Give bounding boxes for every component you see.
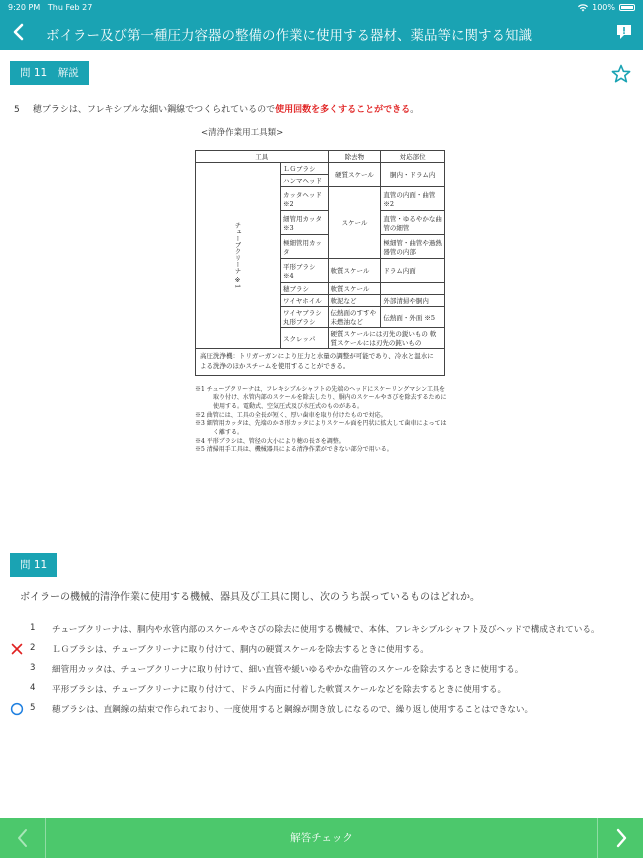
cell-straight-tube: 直管の内面・曲管 ※2: [381, 187, 445, 211]
choice-text: 平形ブラシは、チューブクリーナに取り付けて、ドラム内面に付着した軟質スケールなどを除去するときに使用する。: [52, 685, 507, 695]
cell-lg-brush: ＬＧブラシ: [281, 163, 329, 175]
choice-number: 2: [30, 643, 36, 653]
header-removal: 除去物: [328, 151, 381, 163]
footnote: ※2 曲管には、工具の全長が短く、厚い歯車を取り付けたもので対応。: [195, 411, 387, 419]
header-tool: 工具: [196, 151, 329, 163]
status-time-date: [8, 3, 92, 12]
footnote: ※4 平形ブラシは、管径の大小により穂の長さを調整。: [195, 437, 345, 445]
choice-number: 3: [30, 663, 36, 673]
cell-scraper-use: 硬質スケールには刃先の鋭いもの 軟質スケールには刃先の鈍いもの: [328, 328, 445, 349]
cell-hammer-head: ハンマヘッド: [281, 175, 329, 187]
tools-table: [195, 150, 445, 376]
back-chevron-icon[interactable]: [8, 21, 30, 43]
cell-soft-scale: 軟質スケール: [328, 259, 381, 283]
cell-heat-surface: 伝熱面・外面 ※5: [381, 307, 445, 328]
explanation-text: [14, 102, 419, 115]
explanation-text-before: 穂ブラシは、フレキシブルな細い鋼線でつくられているので: [32, 105, 276, 115]
question-text: ボイラーの機械的清浄作業に使用する機械、器具及び工具に関し、次のうち誤っているものはどれか。: [20, 592, 480, 603]
cell-drum-inner: 胴内・ドラム内: [381, 163, 445, 187]
choice-number: 5: [30, 703, 36, 713]
cell-tuft-brush: 穂ブラシ: [281, 283, 329, 295]
choice-text: チューブクリーナは、胴内や水管内部のスケールやさびの除去に使用する機械で、本体、フレキシブルシャフト及びヘッドで構成されている。: [52, 625, 600, 635]
footnotes: [195, 386, 450, 456]
group-tube-cleaner: チューブクリーナ ※1: [196, 163, 281, 349]
next-button[interactable]: [597, 818, 643, 858]
cell-scraper: スクレッパ: [281, 328, 329, 349]
chevron-right-icon: [598, 818, 643, 858]
answer-check-button[interactable]: 解答チェック: [290, 832, 353, 844]
choice-number: 4: [30, 683, 36, 693]
question-badge: 問 11: [10, 553, 57, 577]
star-icon[interactable]: [611, 64, 631, 84]
note-icon[interactable]: [615, 23, 633, 41]
footnote: ※3 細管用カッタは、先端のかさ形カッタによりスケール面を円状に拡大して歯車によってはく離する。: [195, 420, 447, 436]
cell-high-pressure: 高圧洗浄機：トリガーガンにより圧力と水量の調整が可能であり、冷水と温水による洗浄のほかスチームを使用することができる。: [196, 349, 445, 376]
tool-figure: [195, 126, 455, 455]
cell-gentle-bend: 直管・ゆるやかな曲管の細管: [381, 211, 445, 235]
cell-wire-brush: ワイヤブラシ 丸形ブラシ: [281, 307, 329, 328]
header-area: 対応部位: [381, 151, 445, 163]
status-bar: [0, 0, 643, 16]
battery-percent: 100%: [592, 3, 615, 12]
choice-3[interactable]: [0, 660, 643, 680]
footnote: ※1 チューブクリーナは、フレキシブルシャフトの先端のヘッドにスケーリングマシン工具を取り付け、水管内部のスケールを除去したり、胴内のスケールやさびを除去するために使用する。電動式、空気圧式及び水圧式のものがある。: [195, 385, 447, 410]
choice-text: ＬＧブラシは、チューブクリーナに取り付けて、胴内の硬質スケールを除去するときに使用する。: [52, 645, 429, 655]
choice-5[interactable]: [0, 700, 643, 720]
status-time: 9:20 PM: [8, 3, 41, 12]
choice-4[interactable]: [0, 680, 643, 700]
choice-number: 1: [30, 623, 36, 633]
cell-soft-mud: 軟泥など: [328, 295, 381, 307]
cell-thin-cutter: 細管用カッタ ※3: [281, 211, 329, 235]
explanation-text-after: 。: [410, 105, 420, 115]
status-date: Thu Feb 27: [47, 3, 93, 12]
cell-ultra-thin-cutter: 極細管用カッタ: [281, 235, 329, 259]
cell-soft-scale-2: 軟質スケール: [328, 283, 381, 295]
choice-2[interactable]: [0, 640, 643, 660]
status-right: [578, 3, 635, 12]
nav-bar: [0, 16, 643, 50]
wrong-mark-icon: [10, 642, 24, 656]
wifi-icon: [578, 4, 588, 12]
explanation-number: 5: [14, 105, 20, 115]
cell-external-cleaning: 外部清掃や胴内: [381, 295, 445, 307]
cell-ultra-thin-part: 極細管・曲管や過熱器管の内部: [381, 235, 445, 259]
bottom-bar: [0, 818, 643, 858]
choice-text: 細管用カッタは、チューブクリーナに取り付けて、細い直管や緩いゆるやかな曲管のスケールを除去するときに使用する。: [52, 665, 524, 675]
choice-text: 穂ブラシは、直鋼線の結束で作られており、一度使用すると鋼線が開き放しになるので、繰り返し使用することはできない。: [52, 705, 534, 715]
choice-1[interactable]: [0, 620, 643, 640]
cell-empty: [381, 283, 445, 295]
footnote: ※5 清掃用手工具は、機械器具による清浄作業ができない部分で用いる。: [195, 446, 393, 454]
cell-scale: スケール: [328, 187, 381, 259]
figure-title: <清浄作業用工具類>: [201, 128, 284, 138]
page-title: ボイラー及び第一種圧力容器の整備の作業に使用する器材、薬品等に関する知識: [46, 28, 532, 44]
battery-icon: [619, 4, 635, 11]
cell-flat-brush: 平形ブラシ ※4: [281, 259, 329, 283]
prev-button[interactable]: [0, 818, 46, 858]
explanation-highlight: 使用回数を多くすることができる: [275, 105, 411, 115]
cell-soot: 伝熱面のすすや未燃油など: [328, 307, 381, 328]
explanation-badge: 問 11 解説: [10, 61, 89, 85]
chevron-left-icon: [0, 818, 46, 858]
cell-cutter-head: カッタヘッド ※2: [281, 187, 329, 211]
cell-drum-inner-face: ドラム内面: [381, 259, 445, 283]
cell-hard-scale: 硬質スケール: [328, 163, 381, 187]
choices-list: [0, 620, 643, 720]
cell-wire-wheel: ワイヤホイル: [281, 295, 329, 307]
correct-mark-icon: [10, 702, 24, 716]
